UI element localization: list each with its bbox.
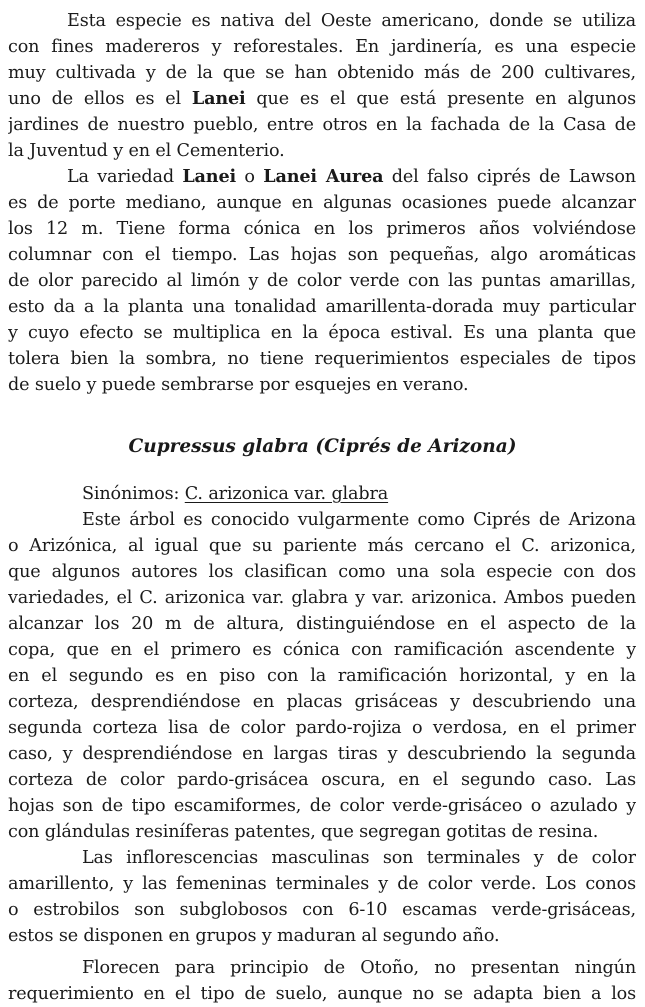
text-line: o Arizónica, al igual que su pariente más cercano el C. arizonica, xyxy=(8,536,636,556)
text-line: amarillento, y las femeninas terminales y de color verde. Los conos xyxy=(8,874,636,894)
bold-term: Lanei Aurea xyxy=(263,166,384,187)
text-line: segunda corteza lisa de color pardo-rojiza o verdosa, en el primer xyxy=(8,718,636,738)
bold-term: Lanei xyxy=(191,88,246,109)
text-line: y cuyo efecto se multiplica en la época estival. Es una planta que xyxy=(8,323,636,343)
text-line: La variedad Lanei o Lanei Aurea del falso ciprés de Lawson xyxy=(67,166,636,187)
text-line: con glándulas resiníferas patentes, que segregan gotitas de resina. xyxy=(8,822,599,842)
text-line: caso, y desprendiéndose en largas tiras y descubriendo la segunda xyxy=(8,744,636,764)
text-line: es de porte mediano, aunque en algunas ocasiones puede alcanzar xyxy=(8,193,636,213)
text-line: los 12 m. Tiene forma cónica en los primeros años volviéndose xyxy=(8,219,636,239)
text-line: con fines madereros y reforestales. En jardinería, es una especie xyxy=(8,37,636,57)
text-line: estos se disponen en grupos y maduran al segundo año. xyxy=(8,926,500,946)
section-heading: Cupressus glabra (Ciprés de Arizona) xyxy=(128,436,517,457)
text-line: requerimiento en el tipo de suelo, aunque no se adapta bien a los xyxy=(8,984,636,1004)
text-line: Las inflorescencias masculinas son terminales y de color xyxy=(82,848,636,868)
text-line: Esta especie es nativa del Oeste americano, donde se utiliza xyxy=(67,11,636,31)
text-line: jardines de nuestro pueblo, entre otros en la fachada de la Casa de xyxy=(8,115,636,135)
text-line: copa, que en el primero es cónica con ramificación ascendente y xyxy=(8,640,636,660)
text-line: corteza de color pardo-grisácea oscura, en el segundo caso. Las xyxy=(8,770,636,790)
text-line: o estrobilos son subglobosos con 6-10 escamas verde-grisáceas, xyxy=(8,900,636,920)
text-line: muy cultivada y de la que se han obtenido más de 200 cultivares, xyxy=(8,63,636,83)
text-line: en el segundo es en piso con la ramificación horizontal, y en la xyxy=(8,666,636,686)
text-line: variedades, el C. arizonica var. glabra y var. arizonica. Ambos pueden xyxy=(8,588,636,608)
text-line: Florecen para principio de Otoño, no presentan ningún xyxy=(82,958,636,978)
synonym-value: C. arizonica var. glabra xyxy=(184,484,389,504)
text-line: la Juventud y en el Cementerio. xyxy=(8,141,285,161)
bold-term: Lanei xyxy=(182,166,237,187)
text-line: esto da a la planta una tonalidad amarillenta-dorada muy particular xyxy=(8,297,636,317)
synonyms-line: Sinónimos: C. arizonica var. glabra xyxy=(82,484,389,504)
text-line: columnar con el tiempo. Las hojas son pequeñas, algo aromáticas xyxy=(8,245,636,265)
text-line: corteza, desprendiéndose en placas grisáceas y descubriendo una xyxy=(8,692,636,712)
text-line: Este árbol es conocido vulgarmente como Ciprés de Arizona xyxy=(82,510,636,530)
text-line: que algunos autores los clasifican como una sola especie con dos xyxy=(8,562,636,582)
text-line: hojas son de tipo escamiformes, de color verde-grisáceo o azulado y xyxy=(8,796,636,816)
text-line: alcanzar los 20 m de altura, distinguiéndose en el aspecto de la xyxy=(8,614,636,634)
text-line: uno de ellos es el Lanei que es el que está presente en algunos xyxy=(8,88,636,109)
text-line: tolera bien la sombra, no tiene requerimientos especiales de tipos xyxy=(8,349,636,369)
text-line: de suelo y puede sembrarse por esquejes en verano. xyxy=(8,375,469,395)
text-line: de olor parecido al limón y de color verde con las puntas amarillas, xyxy=(8,271,636,291)
